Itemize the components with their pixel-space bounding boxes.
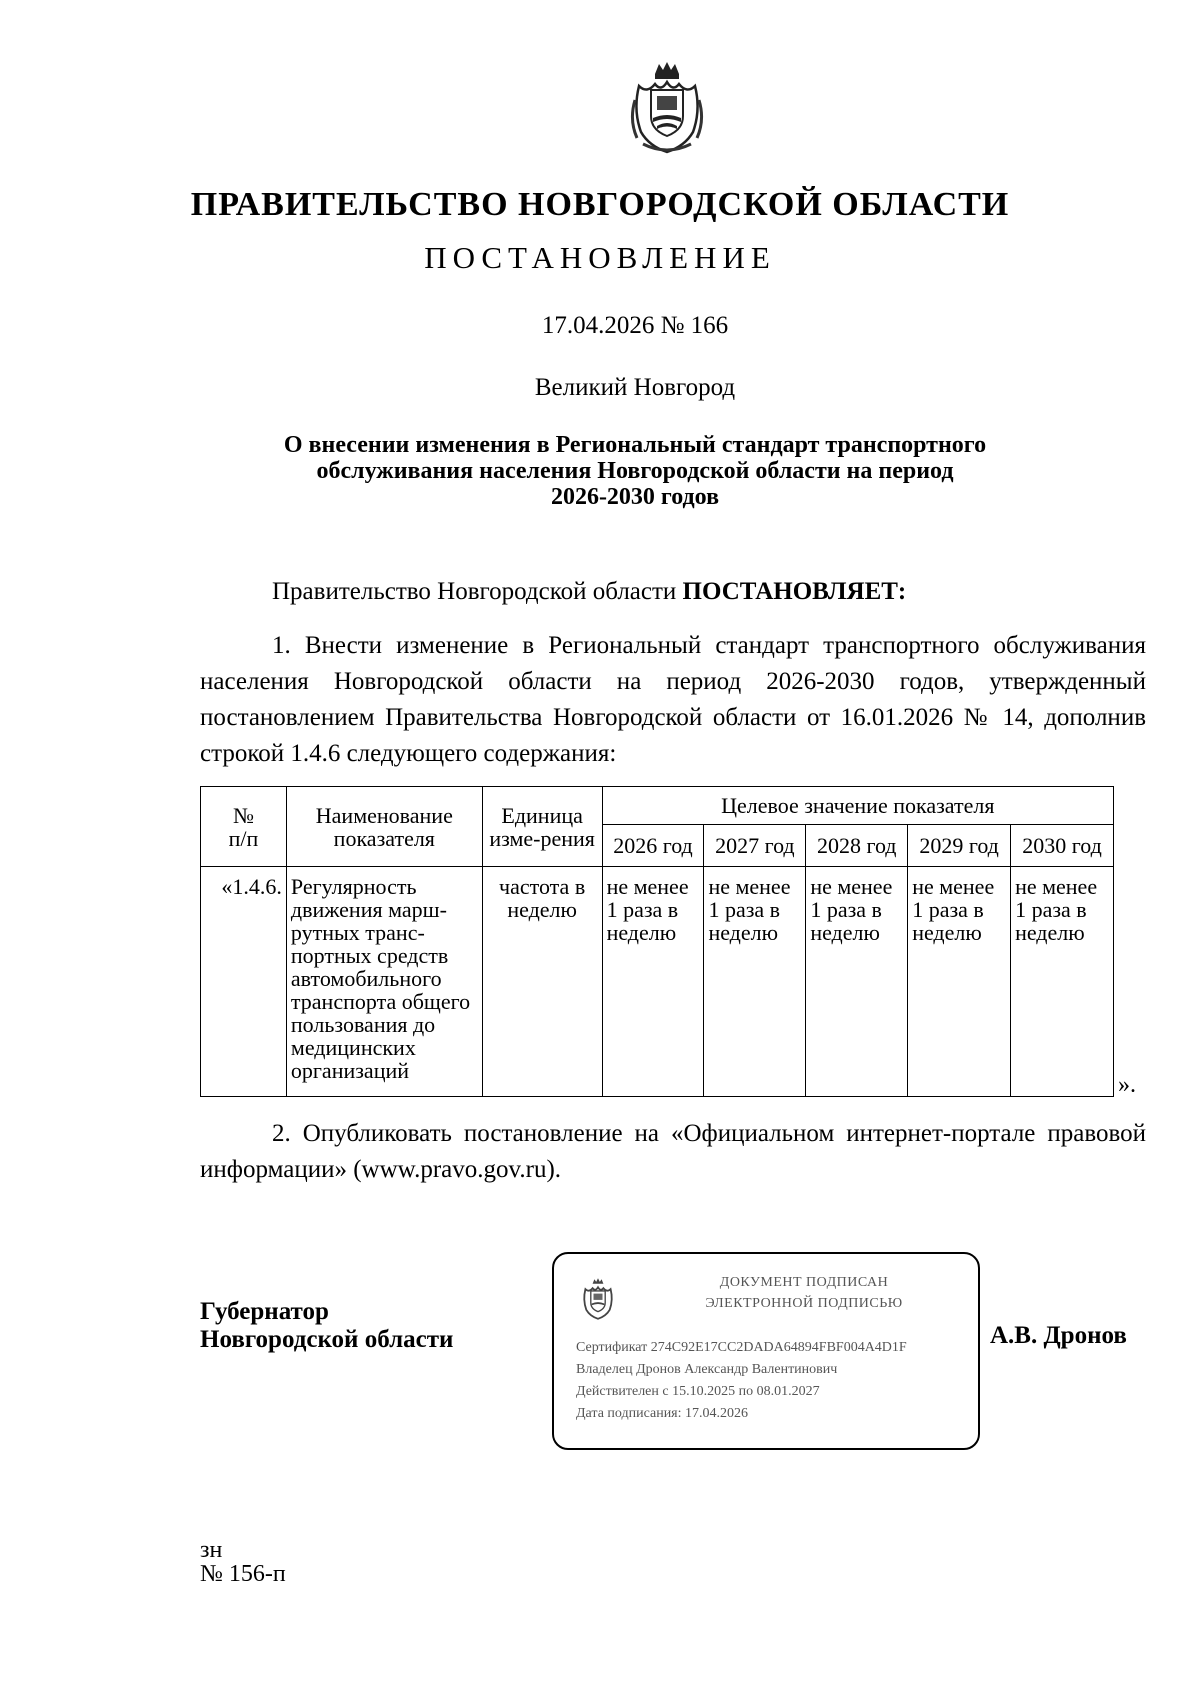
footer-number: № 156-п — [200, 1561, 286, 1587]
signer-position — [200, 1298, 453, 1354]
item-1-paragraph: 1. Внести изменение в Региональный стандарт транспортного обслуживания населения Новгородской области на период 2026-2030 годов, утвержденный постановлением Правительства Новгородской области от 16.01.2026 № 14, дополнив строкой 1.4.6 следующего содержания: — [200, 632, 1146, 767]
title-line-2: обслуживания населения Новгородской области на период — [316, 458, 954, 484]
header-year: 2027 год — [704, 825, 806, 867]
title-line-3: 2026-2030 годов — [550, 484, 720, 510]
header-year: 2030 год — [1011, 825, 1114, 867]
intro-resolves: ПОСТАНОВЛЯЕТ: — [682, 578, 907, 605]
table-row — [201, 867, 1114, 1097]
document-title — [0, 432, 1200, 510]
header-name: Наименование показателя — [286, 787, 482, 867]
intro-text: Правительство Новгородской области — [272, 578, 683, 605]
row-value: не менее 1 раза в неделю — [602, 867, 704, 1097]
electronic-signature-stamp — [552, 1252, 980, 1450]
stamp-sign-date: Дата подписания: 17.04.2026 — [576, 1406, 749, 1421]
indicator-table — [200, 786, 1114, 1097]
stamp-certificate: Сертификат 274C92E17CC2DADA64894FBF004A4D1F — [576, 1340, 907, 1355]
header-number — [201, 787, 287, 867]
header-target: Целевое значение показателя — [602, 787, 1113, 825]
signer-name: А.В. Дронов — [990, 1322, 1127, 1349]
footer — [200, 1538, 286, 1586]
stamp-title-line2: ЭЛЕКТРОННОЙ ПОДПИСЬЮ — [705, 1296, 903, 1311]
stamp-coat-of-arms-icon — [580, 1276, 616, 1322]
intro-paragraph — [200, 574, 1146, 610]
header-year: 2029 год — [908, 825, 1011, 867]
signer-position-line1: Губернатор — [200, 1298, 329, 1325]
quote-end: ». — [1118, 1072, 1136, 1098]
row-number: «1.4.6. — [201, 867, 287, 1097]
coat-of-arms-icon — [627, 60, 707, 156]
header-unit: Единица изме-рения — [482, 787, 602, 867]
row-value: не менее 1 раза в неделю — [704, 867, 806, 1097]
row-value: не менее 1 раза в неделю — [1011, 867, 1114, 1097]
signer-position-line2: Новгородской области — [200, 1326, 454, 1353]
row-value: не менее 1 раза в неделю — [806, 867, 908, 1097]
document-date-number: 17.04.2026 № 166 — [541, 312, 729, 339]
stamp-validity: Действителен с 15.10.2025 по 08.01.2027 — [576, 1384, 820, 1399]
government-name: ПРАВИТЕЛЬСТВО НОВГОРОДСКОЙ ОБЛАСТИ — [190, 186, 1010, 223]
header-number-line2: п/п — [228, 825, 259, 851]
header-year: 2026 год — [602, 825, 704, 867]
stamp-title — [654, 1272, 954, 1314]
stamp-owner: Владелец Дронов Александр Валентинович — [576, 1362, 838, 1377]
stamp-title-line1: ДОКУМЕНТ ПОДПИСАН — [719, 1275, 889, 1290]
footer-initials: зн — [200, 1537, 223, 1563]
row-name: Регулярность движения марш-рутных транс-портных средств автомобильного транспорта общего пользования до медицинских организаций — [286, 867, 482, 1097]
document-city: Великий Новгород — [534, 374, 736, 401]
header-number-line1: № — [232, 802, 254, 828]
header-year: 2028 год — [806, 825, 908, 867]
document-type: ПОСТАНОВЛЕНИЕ — [424, 240, 776, 275]
row-unit: частота в неделю — [482, 867, 602, 1097]
title-line-1: О внесении изменения в Региональный стандарт транспортного — [283, 432, 987, 458]
row-value: не менее 1 раза в неделю — [908, 867, 1011, 1097]
item-2-paragraph: 2. Опубликовать постановление на «Официальном интернет-портале правовой информации» (www.pravo.gov.ru). — [200, 1120, 1146, 1183]
